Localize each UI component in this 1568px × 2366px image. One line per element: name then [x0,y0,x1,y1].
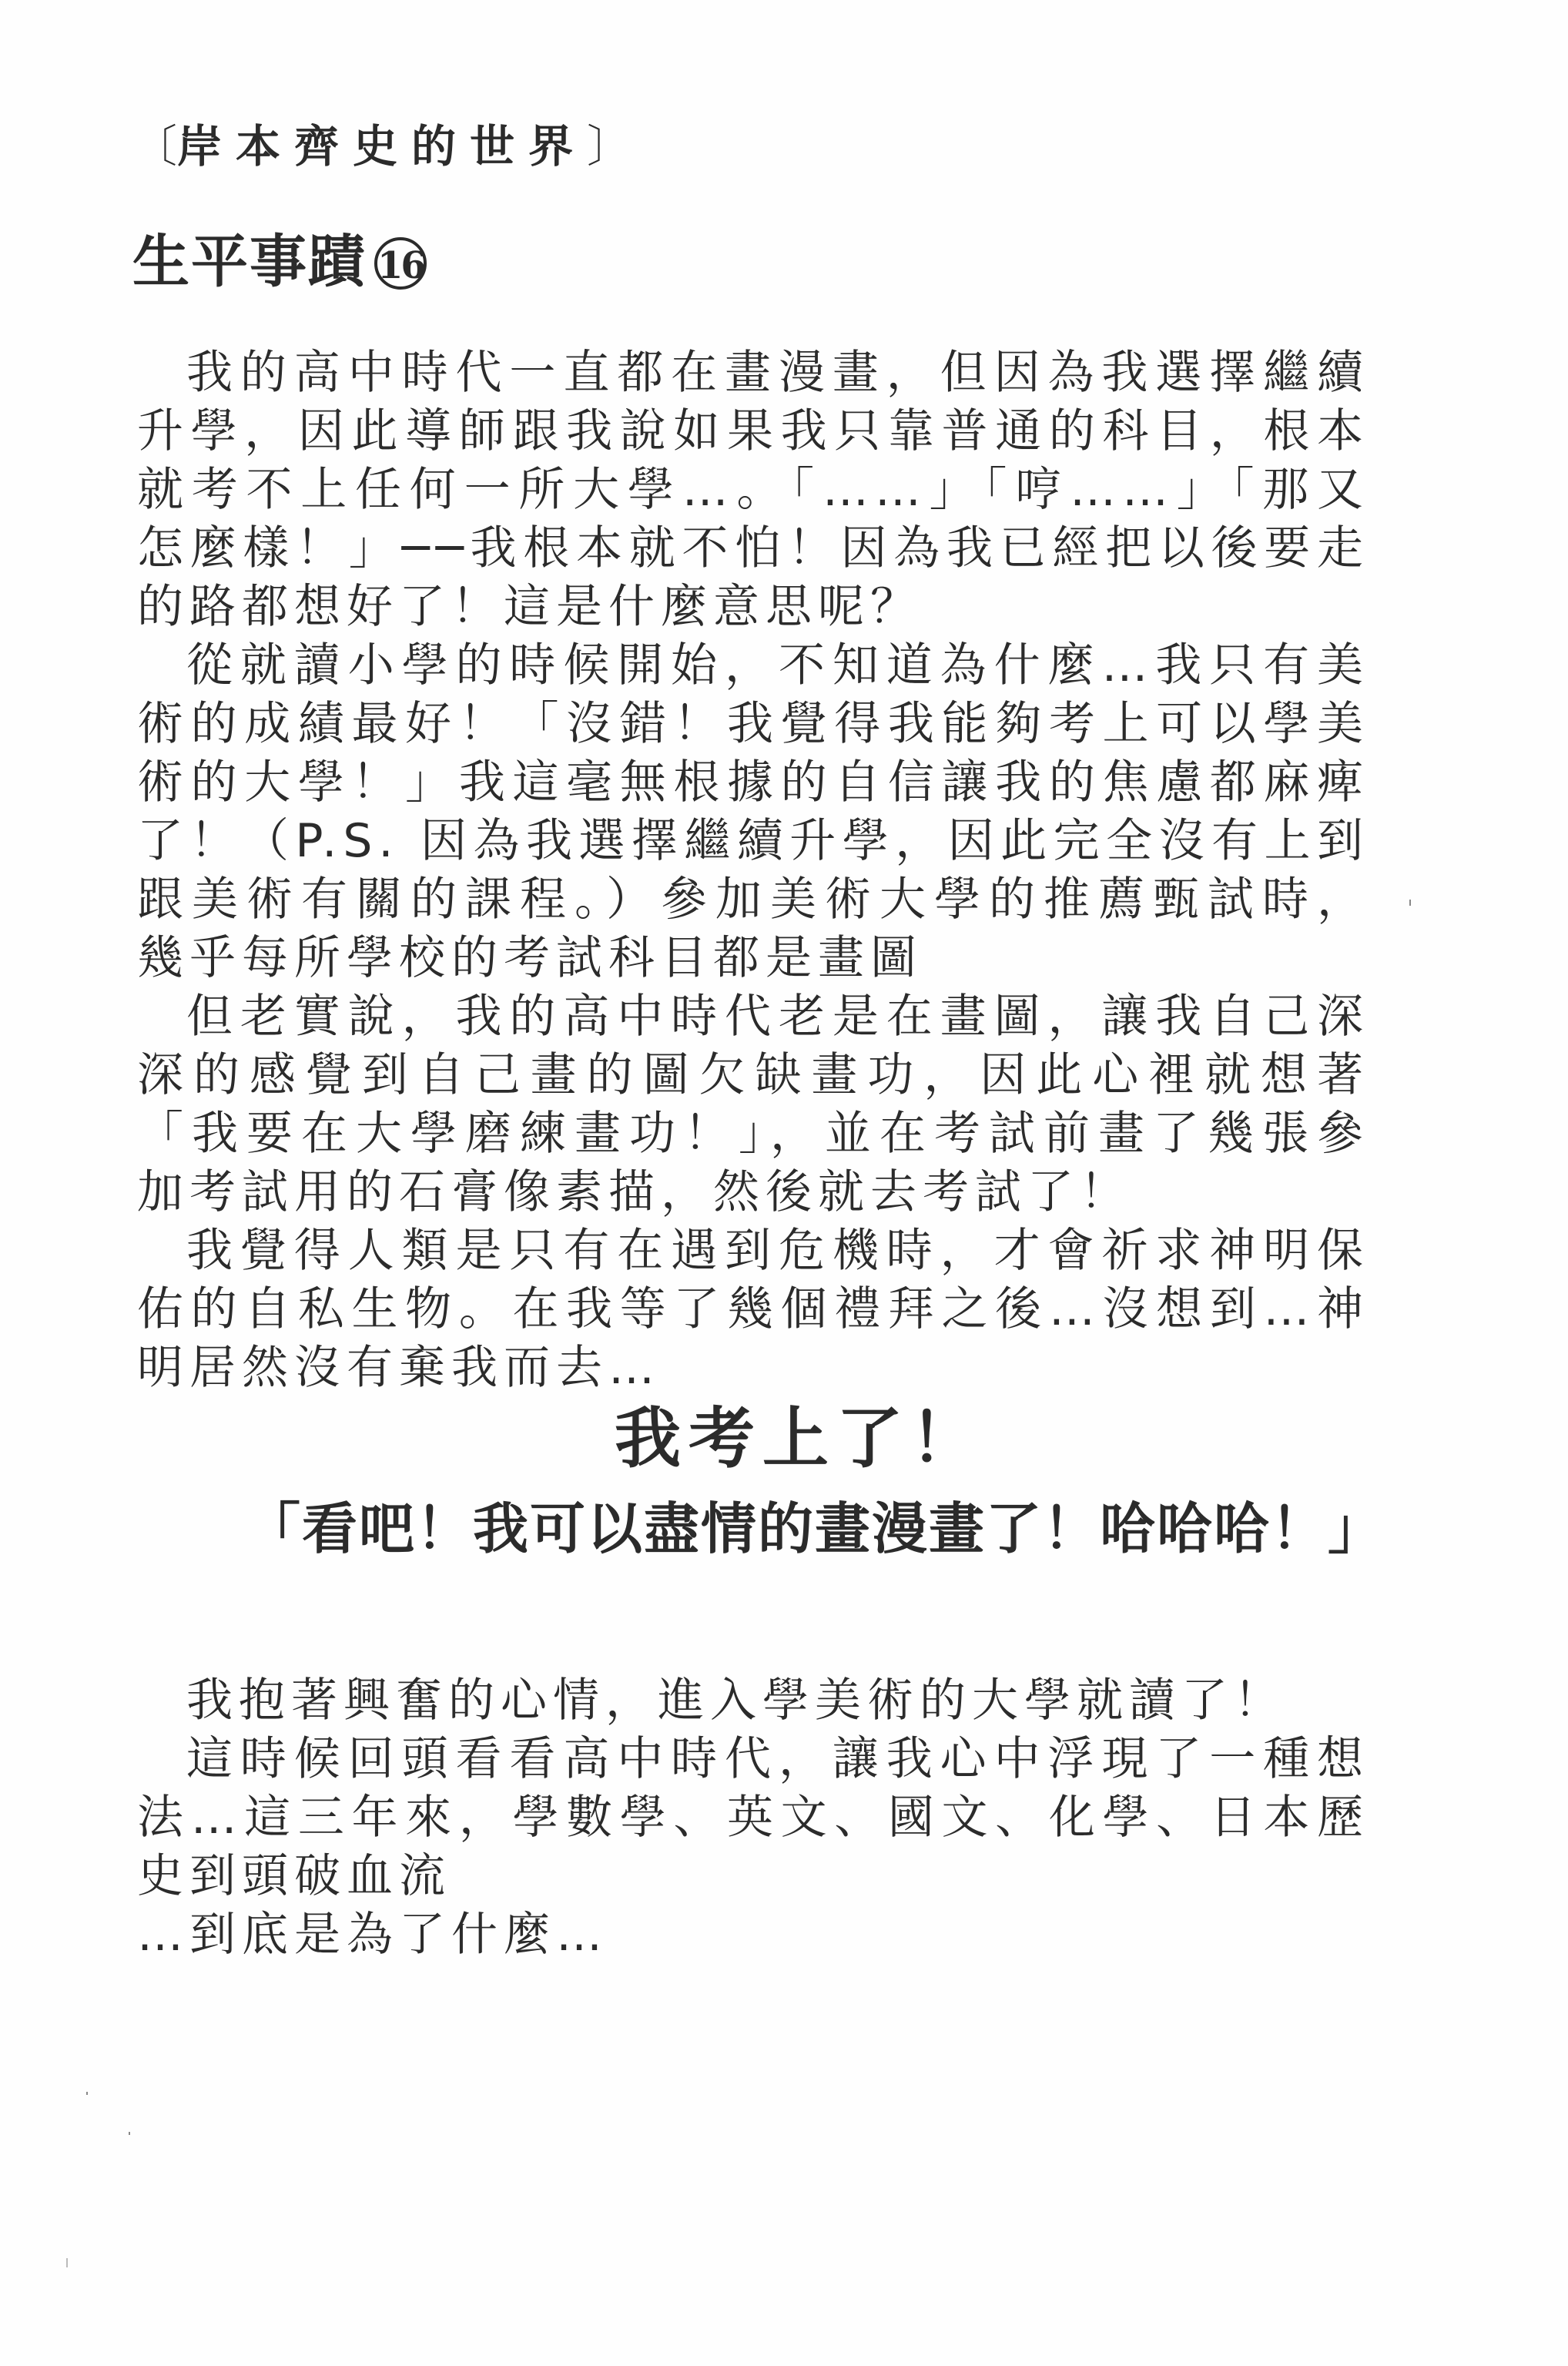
headline-sub: 「看吧！我可以盡情的畫漫畫了！哈哈哈！」 [244,1496,1385,1561]
scan-speck [66,2258,68,2267]
paragraph: 我抱著興奮的心情，進入學美術的大學就讀了！ [186,1674,1286,1728]
paragraph: 我覺得人類是只有在遇到危機時，才會祈求神明保佑的自私生物。在我等了幾個禮拜之後…沒想到…神明居然沒有棄我而去… [137,1224,1369,1395]
body-section-2 [137,1671,1369,1964]
paragraph: …到底是為了什麼… [137,1908,608,1962]
close-bracket: 〕 [587,120,632,173]
scan-speck [86,2092,88,2095]
body-section-1 [137,344,1369,1397]
circled-number-badge: 16 [374,237,427,290]
paragraph: 從就讀小學的時候開始，不知道為什麼…我只有美術的成績最好！「沒錯！我覺得我能夠考上可以學美術的大學！」我這毫無根據的自信讓我的焦慮都麻痺了！（P.S. 因為我選擇繼續升學，因此完全沒有上到跟美術有關的課程。）參加美術大學的推薦甄試時，幾乎每所學校的考試科目都是畫圖 [137,638,1369,985]
paragraph: 但老實說，我的高中時代老是在畫圖，讓我自己深深的感覺到自己畫的圖欠缺畫功，因此心裡就想著「我要在大學磨練畫功！」，並在考試前畫了幾張參加考試用的石膏像素描，然後就去考試了！ [137,990,1369,1219]
series-title: 岸本齊史的世界 [177,120,588,173]
series-header [132,116,632,177]
chapter-title-text: 生平事蹟 [132,229,367,295]
open-bracket: 〔 [132,120,178,173]
scan-speck [129,2132,130,2135]
paragraph: 我的高中時代一直都在畫漫畫，但因為我選擇繼續升學，因此導師跟我說如果我只靠普通的科目，根本就考不上任何一所大學…。「……」「哼……」「那又怎麼樣！」──我根本就不怕！因為我已經把以後要走的路都想好了！這是什麼意思呢？ [137,346,1369,634]
scan-speck [1409,900,1411,906]
paragraph: 這時候回頭看看高中時代，讓我心中浮現了一種想法…這三年來，學數學、英文、國文、化學、日本歷史到頭破血流 [137,1732,1369,1903]
headline-main: 我考上了！ [615,1400,984,1477]
chapter-title [132,225,427,299]
